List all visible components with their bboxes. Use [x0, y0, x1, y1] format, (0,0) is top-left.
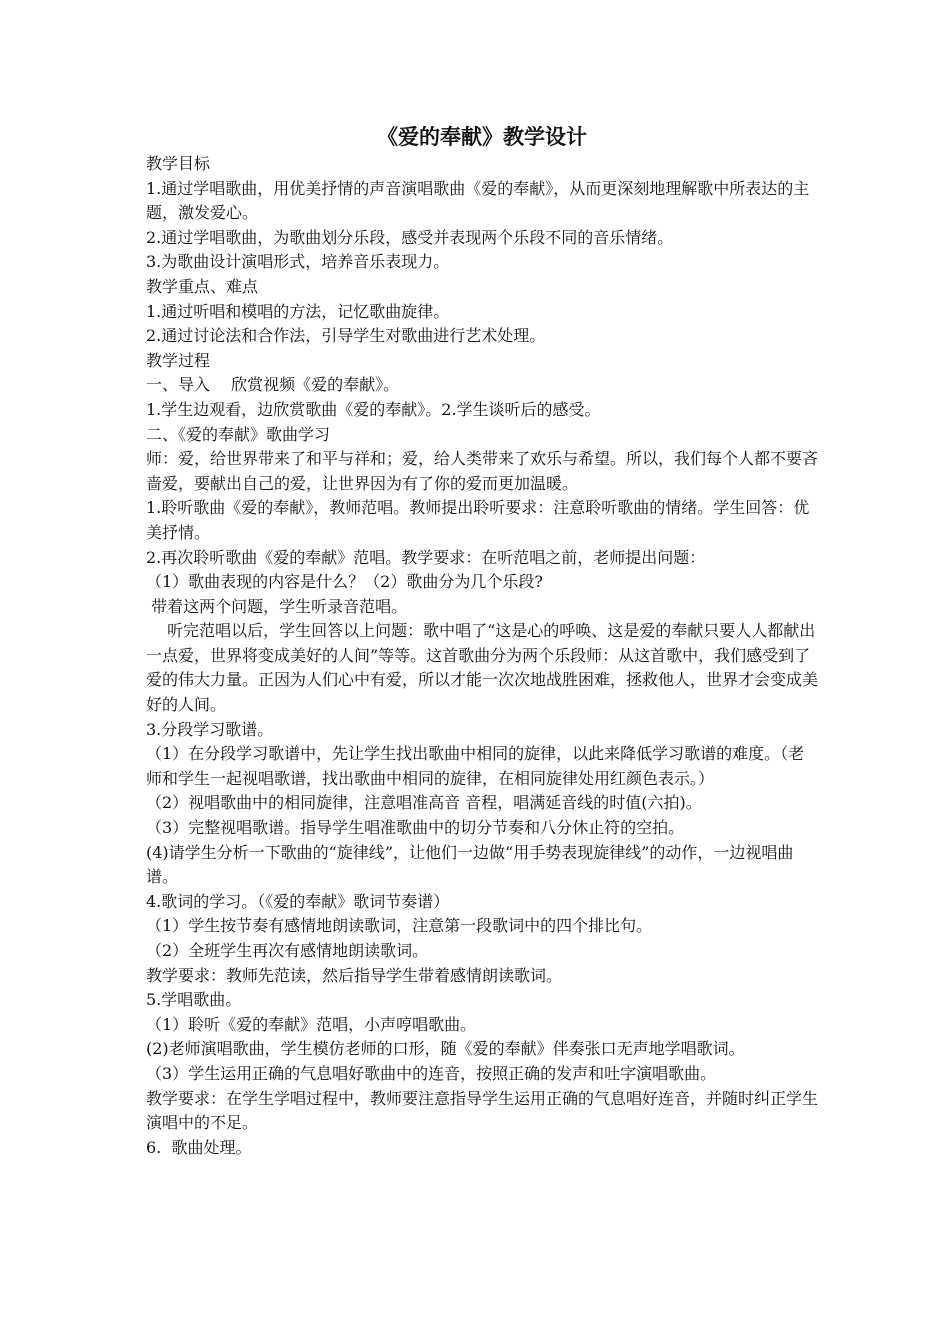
text-line: 一、导入 欣赏视频《爱的奉献》。 — [146, 375, 400, 395]
text-line: 2.通过学唱歌曲，为歌曲划分乐段，感受并表现两个乐段不同的音乐情绪。 — [146, 227, 674, 247]
text-line: 6. 歌曲处理。 — [146, 1137, 252, 1157]
text-line: (4)请学生分析一下歌曲的“旋律线”，让他们一边做“用手势表现旋律线”的动作，一边视唱曲谱。 — [146, 842, 794, 887]
text-line: （3）完整视唱歌谱。指导学生唱准歌曲中的切分节奏和八分休止符的空拍。 — [146, 818, 685, 838]
text-line: 听完范唱以后，学生回答以上问题：歌中唱了“这是心的呼唤、这是爱的奉献只要人人都献出一点爱，世界将变成美好的人间”等等。这首歌曲分为两个乐段师：从这首歌中，我们感受到了爱的伟大力量。正因为人们心中有爱，所以才能一次次地战胜困难，拯救他人，世界才会变成美好的人间。 — [146, 621, 819, 715]
text-line: （3）学生运用正确的气息唱好歌曲中的连音，按照正确的发声和吐字演唱歌曲。 — [146, 1063, 717, 1083]
document-title: 《爱的奉献》教学设计 — [377, 124, 587, 149]
text-line: 教学过程 — [146, 350, 211, 370]
text-line: 4.歌词的学习。（《爱的奉献》歌词节奏谱） — [146, 891, 450, 911]
text-line: 1.通过听唱和模唱的方法，记忆歌曲旋律。 — [146, 301, 450, 321]
text-line: （1）聆听《爱的奉献》范唱，小声哼唱歌曲。 — [146, 1014, 477, 1034]
text-line: （2）全班学生再次有感情地朗读歌词。 — [146, 941, 429, 960]
text-line: （2）视唱歌曲中的相同旋律，注意唱准高音 音程，唱满延音线的时值(六拍)。 — [146, 793, 702, 813]
text-line: 教学目标 — [146, 154, 211, 173]
text-line: 2.通过讨论法和合作法，引导学生对歌曲进行艺术处理。 — [146, 326, 546, 346]
text-line: （1）歌曲表现的内容是什么？（2）歌曲分为几个乐段? — [146, 572, 543, 592]
text-line: 1.聆听歌曲《爱的奉献》，教师范唱。教师提出聆听要求：注意聆听歌曲的情绪。学生回答：优美抒情。 — [146, 498, 810, 542]
text-line: 教学要求：教师先范读，然后指导学生带着感情朗读歌词。 — [146, 965, 563, 985]
text-line: 带着这两个问题，学生听录音范唱。 — [146, 596, 408, 616]
text-line: 1.通过学唱歌曲，用优美抒情的声音演唱歌曲《爱的奉献》，从而更深刻地理解歌中所表达的主题，激发爱心。 — [146, 178, 810, 223]
text-line: (2)老师演唱歌曲，学生模仿老师的口形，随《爱的奉献》伴奏张口无声地学唱歌词。 — [146, 1039, 745, 1059]
text-line: 5.学唱歌曲。 — [146, 990, 242, 1010]
text-line: 二、《爱的奉献》歌曲学习 — [146, 424, 331, 444]
text-line: 教学重点、难点 — [146, 276, 259, 296]
text-line: 2.再次聆听歌曲《爱的奉献》范唱。教学要求：在听范唱之前，老师提出问题： — [146, 547, 706, 567]
document-body — [146, 122, 818, 1160]
text-line: （1）学生按节奏有感情地朗读歌词，注意第一段歌词中的四个排比句。 — [146, 916, 653, 936]
text-line: （1）在分段学习歌谱中，先让学生找出歌曲中相同的旋律，以此来降低学习歌谱的难度。（老师和学生一起视唱歌谱，找出歌曲中相同的旋律，在相同旋律处用红颜色表示。） — [146, 744, 805, 788]
text-line: 教学要求：在学生学唱过程中，教师要注意指导学生运用正确的气息唱好连音，并随时纠正学生演唱中的不足。 — [146, 1088, 819, 1133]
text-line: 3.分段学习歌谱。 — [146, 719, 274, 739]
text-line: 3.为歌曲设计演唱形式，培养音乐表现力。 — [146, 252, 450, 272]
text-line: 1.学生边观看，边欣赏歌曲《爱的奉献》。2.学生谈听后的感受。 — [146, 399, 601, 419]
text-line: 师：爱，给世界带来了和平与祥和；爱，给人类带来了欢乐与希望。所以，我们每个人都不要吝啬爱，要献出自己的爱，让世界因为有了你的爱而更加温暖。 — [146, 449, 819, 493]
